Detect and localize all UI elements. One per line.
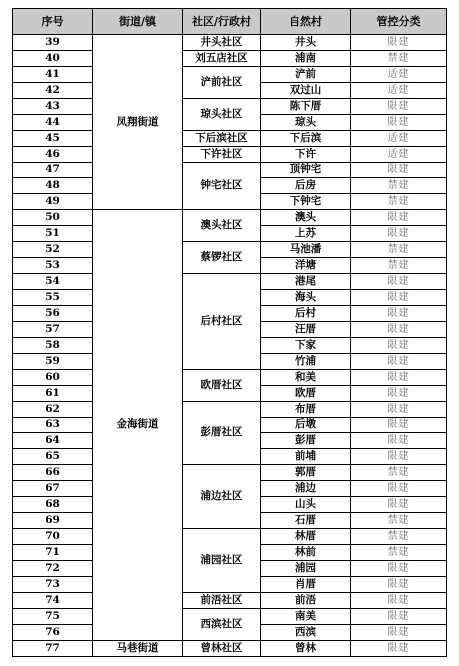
row-number: 72 xyxy=(13,560,93,576)
table-wrapper xyxy=(12,8,447,657)
community-cell: 钟宅社区 xyxy=(183,162,261,210)
row-number: 39 xyxy=(13,35,93,51)
control-class-cell: 禁建 xyxy=(351,50,447,66)
table-body xyxy=(13,35,447,657)
row-number: 60 xyxy=(13,369,93,385)
village-cell: 下后滨 xyxy=(261,130,351,146)
community-cell: 彭厝社区 xyxy=(183,401,261,465)
row-number: 47 xyxy=(13,162,93,178)
village-cell: 林厝 xyxy=(261,529,351,545)
table-row xyxy=(13,35,447,51)
row-number: 66 xyxy=(13,465,93,481)
row-number: 73 xyxy=(13,576,93,592)
row-number: 50 xyxy=(13,210,93,226)
table-row xyxy=(13,592,447,608)
table-row xyxy=(13,369,447,385)
row-number: 77 xyxy=(13,640,93,656)
control-class-cell: 限建 xyxy=(351,353,447,369)
control-class-cell: 限建 xyxy=(351,433,447,449)
header-street: 街道/镇 xyxy=(93,9,183,35)
table-header xyxy=(13,9,447,35)
control-class-cell: 限建 xyxy=(351,560,447,576)
village-cell: 西滨 xyxy=(261,624,351,640)
table-row xyxy=(13,146,447,162)
header-row xyxy=(13,9,447,35)
table-row xyxy=(13,401,447,417)
control-class-cell: 限建 xyxy=(351,592,447,608)
row-number: 41 xyxy=(13,66,93,82)
village-cell: 后村 xyxy=(261,305,351,321)
village-cell: 肖厝 xyxy=(261,576,351,592)
control-class-cell: 限建 xyxy=(351,210,447,226)
row-number: 75 xyxy=(13,608,93,624)
table-row xyxy=(13,529,447,545)
street-cell: 马巷街道 xyxy=(93,640,183,656)
table-row xyxy=(13,242,447,258)
row-number: 65 xyxy=(13,449,93,465)
control-class-cell: 限建 xyxy=(351,624,447,640)
community-cell: 澳头社区 xyxy=(183,210,261,242)
control-class-cell: 限建 xyxy=(351,35,447,51)
village-cell: 洋塘 xyxy=(261,258,351,274)
village-cell: 澳头 xyxy=(261,210,351,226)
street-cell: 凤翔街道 xyxy=(93,35,183,210)
village-cell: 后墩 xyxy=(261,417,351,433)
row-number: 48 xyxy=(13,178,93,194)
village-cell: 陈下厝 xyxy=(261,98,351,114)
control-class-cell: 限建 xyxy=(351,290,447,306)
street-cell: 金海街道 xyxy=(93,210,183,640)
community-cell: 西滨社区 xyxy=(183,608,261,640)
row-number: 64 xyxy=(13,433,93,449)
control-class-cell: 限建 xyxy=(351,417,447,433)
row-number: 62 xyxy=(13,401,93,417)
village-cell: 彭厝 xyxy=(261,433,351,449)
row-number: 63 xyxy=(13,417,93,433)
row-number: 59 xyxy=(13,353,93,369)
table-row xyxy=(13,608,447,624)
row-number: 42 xyxy=(13,82,93,98)
village-cell: 南美 xyxy=(261,608,351,624)
control-class-cell: 禁建 xyxy=(351,545,447,561)
row-number: 68 xyxy=(13,497,93,513)
village-cell: 浦园 xyxy=(261,560,351,576)
header-no: 序号 xyxy=(13,9,93,35)
community-cell: 浦园社区 xyxy=(183,529,261,593)
control-class-cell: 限建 xyxy=(351,385,447,401)
row-number: 61 xyxy=(13,385,93,401)
village-cell: 后房 xyxy=(261,178,351,194)
village-cell: 浦南 xyxy=(261,50,351,66)
village-cell: 海头 xyxy=(261,290,351,306)
control-class-cell: 禁建 xyxy=(351,465,447,481)
row-number: 57 xyxy=(13,321,93,337)
village-cell: 浦边 xyxy=(261,481,351,497)
header-control: 管控分类 xyxy=(351,9,447,35)
control-class-cell: 限建 xyxy=(351,226,447,242)
community-cell: 刘五店社区 xyxy=(183,50,261,66)
village-cell: 前埔 xyxy=(261,449,351,465)
village-cell: 下钟宅 xyxy=(261,194,351,210)
village-cell: 井头 xyxy=(261,35,351,51)
table-row xyxy=(13,274,447,290)
village-cell: 竹浦 xyxy=(261,353,351,369)
row-number: 71 xyxy=(13,545,93,561)
row-number: 44 xyxy=(13,114,93,130)
row-number: 55 xyxy=(13,290,93,306)
control-class-cell: 限建 xyxy=(351,337,447,353)
community-cell: 浐前社区 xyxy=(183,66,261,98)
community-cell: 井头社区 xyxy=(183,35,261,51)
village-cell: 琼头 xyxy=(261,114,351,130)
table-row xyxy=(13,640,447,656)
village-cell: 上苏 xyxy=(261,226,351,242)
row-number: 54 xyxy=(13,274,93,290)
row-number: 69 xyxy=(13,513,93,529)
community-cell: 下许社区 xyxy=(183,146,261,162)
control-class-cell: 限建 xyxy=(351,114,447,130)
table-row xyxy=(13,98,447,114)
row-number: 70 xyxy=(13,529,93,545)
row-number: 51 xyxy=(13,226,93,242)
header-village: 自然村 xyxy=(261,9,351,35)
village-cell: 石厝 xyxy=(261,513,351,529)
community-cell: 欧厝社区 xyxy=(183,369,261,401)
village-cell: 前浯 xyxy=(261,592,351,608)
village-cell: 顶钟宅 xyxy=(261,162,351,178)
header-community: 社区/行政村 xyxy=(183,9,261,35)
village-cell: 汪厝 xyxy=(261,321,351,337)
community-cell: 浦边社区 xyxy=(183,465,261,529)
row-number: 45 xyxy=(13,130,93,146)
table-row xyxy=(13,66,447,82)
village-cell: 曾林 xyxy=(261,640,351,656)
village-cell: 山头 xyxy=(261,497,351,513)
control-class-cell: 禁建 xyxy=(351,242,447,258)
table-row xyxy=(13,162,447,178)
village-cell: 和美 xyxy=(261,369,351,385)
community-cell: 曾林社区 xyxy=(183,640,261,656)
row-number: 58 xyxy=(13,337,93,353)
row-number: 43 xyxy=(13,98,93,114)
row-number: 53 xyxy=(13,258,93,274)
control-class-cell: 限建 xyxy=(351,449,447,465)
control-class-cell: 限建 xyxy=(351,274,447,290)
table-row xyxy=(13,210,447,226)
row-number: 74 xyxy=(13,592,93,608)
control-class-cell: 限建 xyxy=(351,401,447,417)
control-class-cell: 禁建 xyxy=(351,513,447,529)
row-number: 76 xyxy=(13,624,93,640)
village-control-table xyxy=(12,8,447,657)
village-cell: 林前 xyxy=(261,545,351,561)
row-number: 56 xyxy=(13,305,93,321)
control-class-cell: 限建 xyxy=(351,321,447,337)
community-cell: 下后滨社区 xyxy=(183,130,261,146)
control-class-cell: 限建 xyxy=(351,481,447,497)
village-cell: 布厝 xyxy=(261,401,351,417)
table-row xyxy=(13,50,447,66)
village-cell: 马池潘 xyxy=(261,242,351,258)
village-cell: 港尾 xyxy=(261,274,351,290)
control-class-cell: 限建 xyxy=(351,162,447,178)
control-class-cell: 限建 xyxy=(351,305,447,321)
community-cell: 后村社区 xyxy=(183,274,261,370)
control-class-cell: 适建 xyxy=(351,82,447,98)
control-class-cell: 限建 xyxy=(351,98,447,114)
control-class-cell: 适建 xyxy=(351,146,447,162)
village-cell: 下许 xyxy=(261,146,351,162)
control-class-cell: 适建 xyxy=(351,130,447,146)
control-class-cell: 限建 xyxy=(351,369,447,385)
community-cell: 琼头社区 xyxy=(183,98,261,130)
control-class-cell: 限建 xyxy=(351,497,447,513)
row-number: 49 xyxy=(13,194,93,210)
control-class-cell: 禁建 xyxy=(351,178,447,194)
row-number: 52 xyxy=(13,242,93,258)
row-number: 46 xyxy=(13,146,93,162)
village-cell: 双过山 xyxy=(261,82,351,98)
table-row xyxy=(13,465,447,481)
control-class-cell: 禁建 xyxy=(351,529,447,545)
control-class-cell: 适建 xyxy=(351,66,447,82)
control-class-cell: 禁建 xyxy=(351,194,447,210)
village-cell: 浐前 xyxy=(261,66,351,82)
community-cell: 蔡锣社区 xyxy=(183,242,261,274)
village-cell: 欧厝 xyxy=(261,385,351,401)
community-cell: 前浯社区 xyxy=(183,592,261,608)
row-number: 40 xyxy=(13,50,93,66)
village-cell: 下家 xyxy=(261,337,351,353)
control-class-cell: 限建 xyxy=(351,576,447,592)
village-cell: 郭厝 xyxy=(261,465,351,481)
control-class-cell: 限建 xyxy=(351,608,447,624)
control-class-cell: 禁建 xyxy=(351,258,447,274)
table-row xyxy=(13,130,447,146)
row-number: 67 xyxy=(13,481,93,497)
control-class-cell: 限建 xyxy=(351,640,447,656)
